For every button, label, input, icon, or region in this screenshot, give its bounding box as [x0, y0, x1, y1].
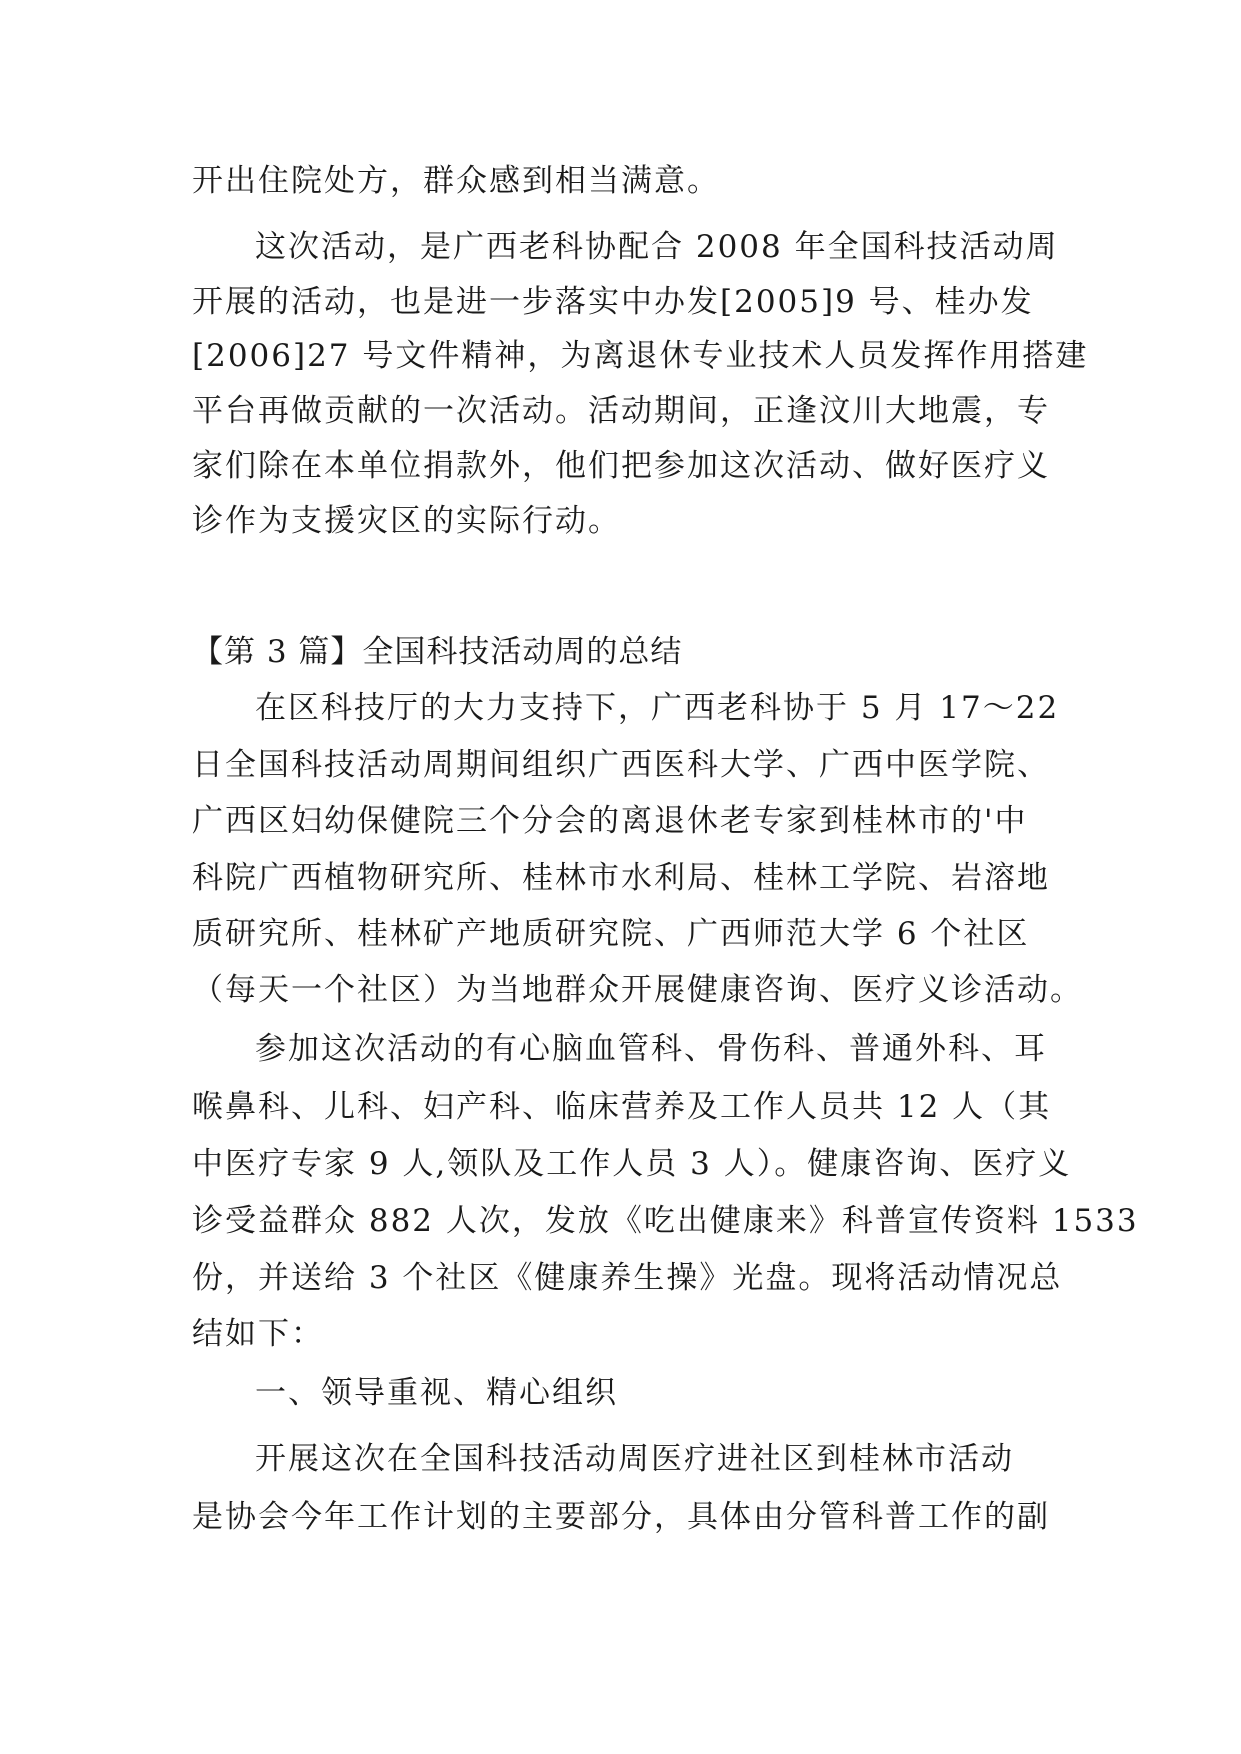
paragraph-line: 中医疗专家 9 人,领队及工作人员 3 人）。健康咨询、医疗义: [192, 1146, 1072, 1182]
paragraph-line: 诊受益群众 882 人次，发放《吃出健康来》科普宣传资料 1533: [192, 1203, 1139, 1239]
paragraph-line: 家们除在本单位捐款外，他们把参加这次活动、做好医疗义: [192, 448, 1050, 484]
paragraph-line: 广西区妇幼保健院三个分会的离退休老专家到桂林市的'中: [192, 803, 1028, 839]
paragraph-line: 日全国科技活动周期间组织广西医科大学、广西中医学院、: [192, 747, 1050, 783]
paragraph-line: 份，并送给 3 个社区《健康养生操》光盘。现将活动情况总: [192, 1260, 1063, 1296]
paragraph-line: 诊作为支援灾区的实际行动。: [192, 503, 621, 539]
paragraph-line: 质研究所、桂林矿产地质研究院、广西师范大学 6 个社区: [192, 916, 1030, 952]
paragraph-line: 开展这次在全国科技活动周医疗进社区到桂林市活动: [255, 1441, 1014, 1477]
paragraph-line: 科院广西植物研究所、桂林市水利局、桂林工学院、岩溶地: [192, 860, 1050, 896]
paragraph-line: 参加这次活动的有心脑血管科、骨伤科、普通外科、耳: [255, 1031, 1047, 1067]
paragraph-line: 平台再做贡献的一次活动。活动期间，正逢汶川大地震，专: [192, 393, 1050, 429]
paragraph-line: 在区科技厅的大力支持下，广西老科协于 5 月 17～22: [255, 690, 1060, 726]
paragraph-line: 开展的活动，也是进一步落实中办发[2005]9 号、桂办发: [192, 284, 1034, 320]
paragraph-line: 是协会今年工作计划的主要部分，具体由分管科普工作的副: [192, 1499, 1050, 1535]
paragraph-line: 结如下：: [192, 1316, 324, 1352]
paragraph-line: 开出住院处方，群众感到相当满意。: [192, 163, 720, 199]
paragraph-line: 喉鼻科、儿科、妇产科、临床营养及工作人员共 12 人（其: [192, 1089, 1052, 1125]
section-heading: 【第 3 篇】全国科技活动周的总结: [192, 634, 683, 670]
paragraph-line: [2006]27 号文件精神，为离退休专业技术人员发挥作用搭建: [192, 338, 1089, 374]
paragraph-line: （每天一个社区）为当地群众开展健康咨询、医疗义诊活动。: [192, 972, 1083, 1008]
subsection-heading: 一、领导重视、精心组织: [255, 1375, 618, 1411]
paragraph-line: 这次活动，是广西老科协配合 2008 年全国科技活动周: [255, 229, 1059, 265]
